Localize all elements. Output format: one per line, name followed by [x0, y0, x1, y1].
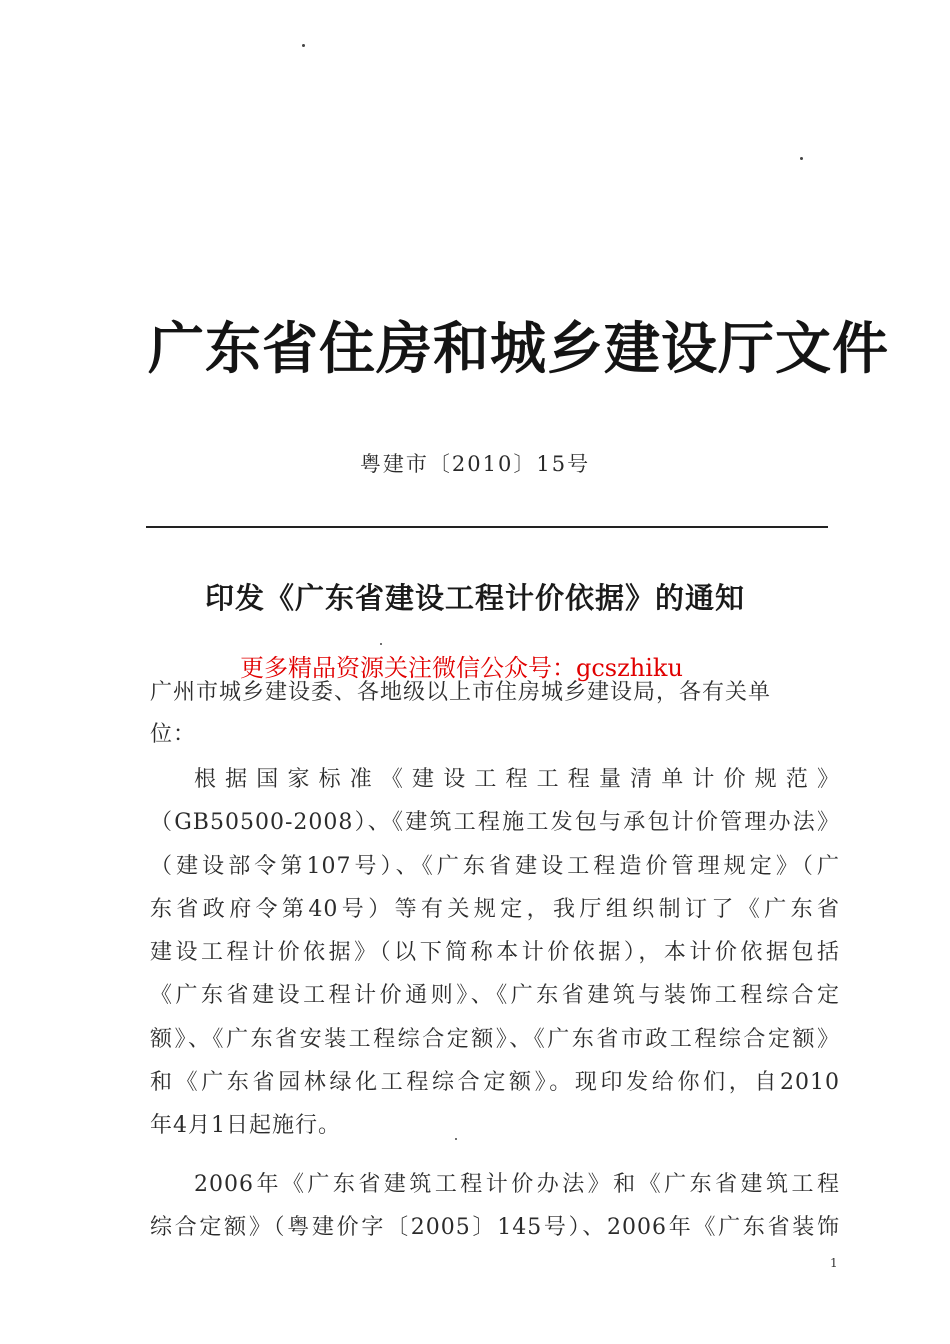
header-divider [146, 526, 828, 528]
watermark-text: 更多精品资源关注微信公众号：gcszhiku [240, 654, 683, 682]
paragraph-line: （GB50500-2008）、《建筑工程施工发包与承包计价管理办法》 [150, 810, 840, 836]
addressee-line: 位： [150, 722, 197, 747]
document-number: 粤建市〔2010〕15号 [359, 452, 591, 476]
paragraph-line: 和《广东省园林绿化工程综合定额》。现印发给你们，自2010 [150, 1070, 840, 1096]
scan-speck [800, 157, 803, 160]
paragraph-line: （建设部令第107号）、《广东省建设工程造价管理规定》（广 [150, 853, 840, 879]
paragraph-line: 额》、《广东省安装工程综合定额》、《广东省市政工程综合定额》 [150, 1026, 840, 1052]
paragraph-line: 《广东省建设工程计价通则》、《广东省建筑与装饰工程综合定 [150, 983, 840, 1009]
body-paragraph-2 [150, 1163, 840, 1250]
document-header-title: 广东省住房和城乡建设厅文件 [148, 317, 889, 382]
addressee-line: 广州市城乡建设委、各地级以上市住房城乡建设局，各有关单 [150, 680, 772, 705]
notice-title: 印发《广东省建设工程计价依据》的通知 [204, 581, 745, 615]
page-number: 1 [830, 1256, 838, 1270]
paragraph-line: 建设工程计价依据》（以下简称本计价依据），本计价依据包括 [150, 940, 840, 966]
paragraph-line: 根据国家标准《建设工程工程量清单计价规范》 [194, 767, 840, 792]
scan-speck [380, 643, 382, 645]
addressee [150, 672, 840, 756]
scan-speck [302, 44, 305, 47]
paragraph-line: 年4月1日起施行。 [150, 1113, 341, 1139]
paragraph-line: 东省政府令第40号）等有关规定，我厅组织制订了《广东省 [150, 896, 840, 922]
body-paragraph-1 [150, 758, 840, 1148]
paragraph-line: 综合定额》（粤建价字〔2005〕145号）、2006年《广东省装饰 [150, 1215, 840, 1241]
paragraph-line: 2006年《广东省建筑工程计价办法》和《广东省建筑工程 [194, 1172, 840, 1197]
